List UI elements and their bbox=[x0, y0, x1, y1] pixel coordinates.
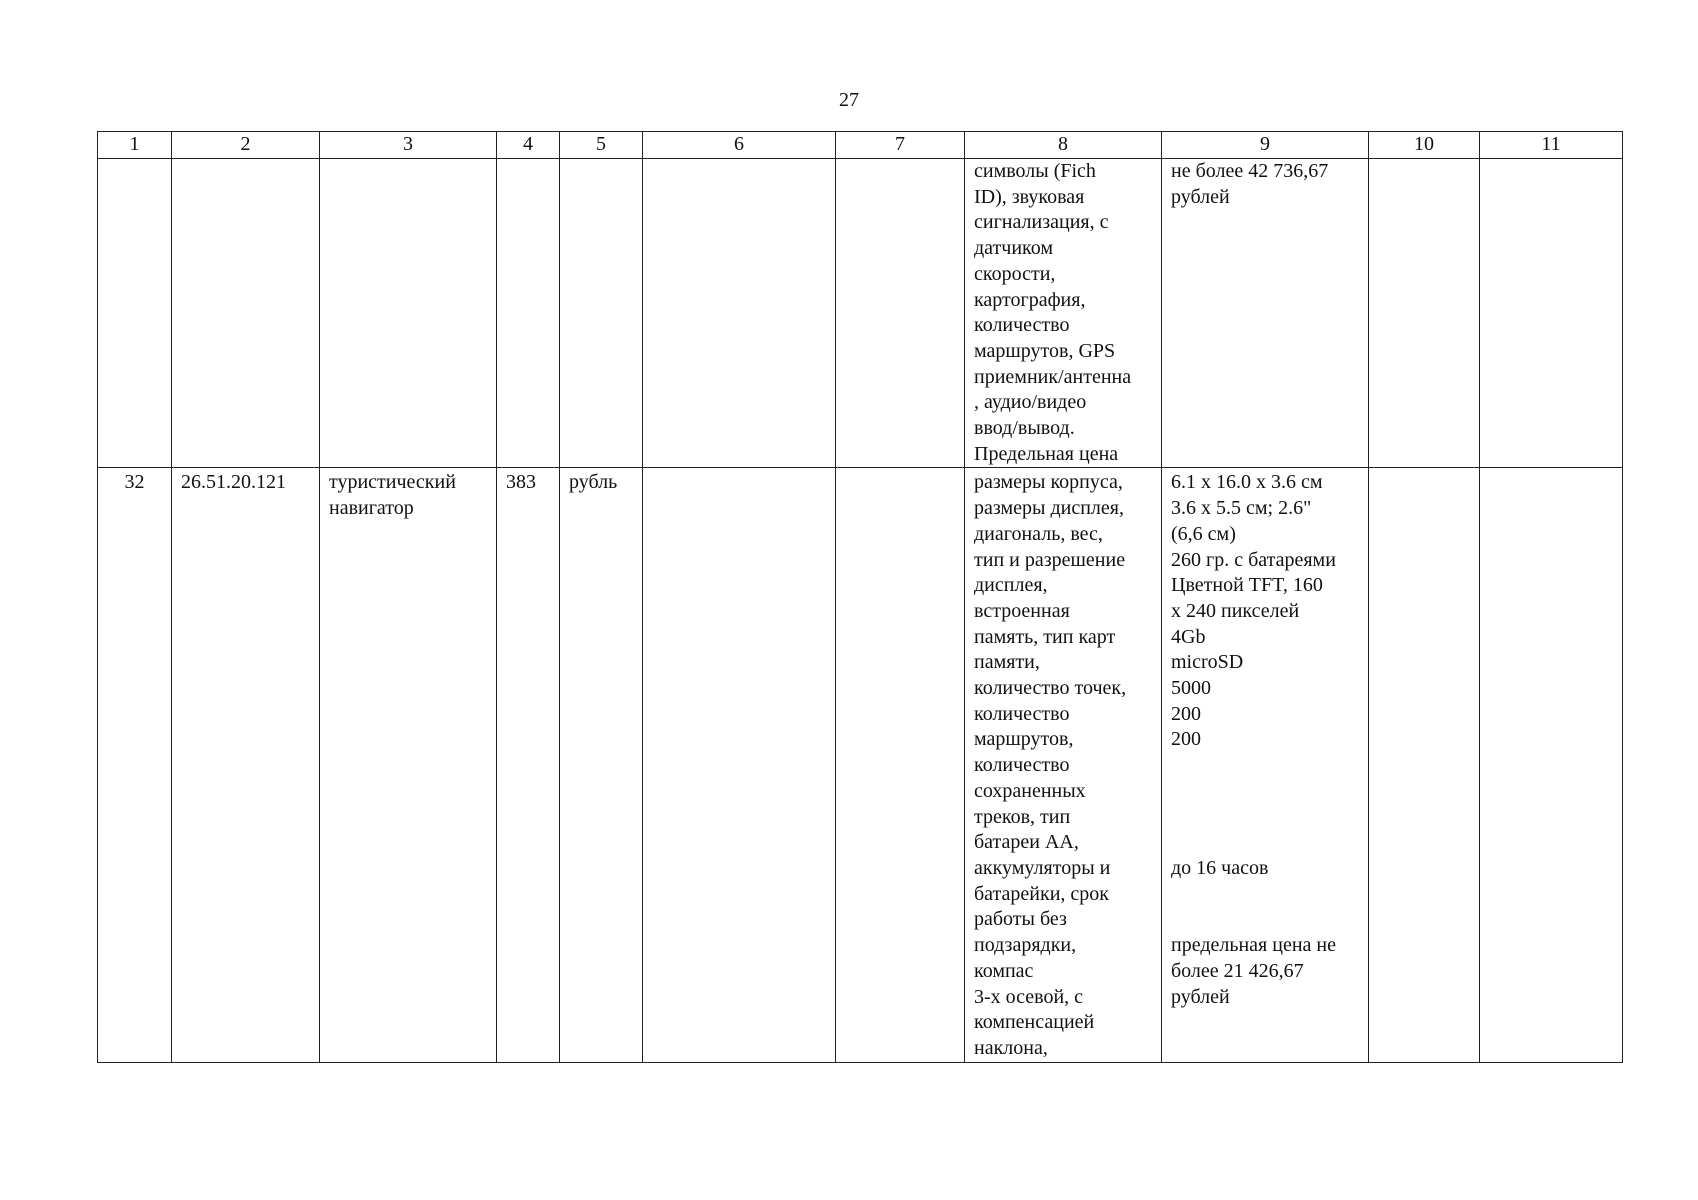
column-header-3: 3 bbox=[320, 132, 497, 159]
cell-unit: рубль bbox=[560, 468, 643, 1062]
cell-col7 bbox=[836, 159, 965, 468]
cell-col6 bbox=[643, 159, 836, 468]
specification-table bbox=[97, 131, 1623, 1063]
cell-code bbox=[172, 159, 320, 468]
cell-number: 32 bbox=[98, 468, 172, 1062]
cell-unit-code bbox=[497, 159, 560, 468]
cell-unit bbox=[560, 159, 643, 468]
column-header-11: 11 bbox=[1480, 132, 1623, 159]
cell-code: 26.51.20.121 bbox=[172, 468, 320, 1062]
header-row bbox=[98, 132, 1623, 159]
cell-number bbox=[98, 159, 172, 468]
cell-col6 bbox=[643, 468, 836, 1062]
column-header-2: 2 bbox=[172, 132, 320, 159]
column-header-5: 5 bbox=[560, 132, 643, 159]
page-number: 27 bbox=[839, 89, 859, 111]
cell-values: не более 42 736,67 рублей bbox=[1162, 159, 1369, 468]
column-header-4: 4 bbox=[497, 132, 560, 159]
cell-col10 bbox=[1369, 468, 1480, 1062]
column-header-1: 1 bbox=[98, 132, 172, 159]
table-row-continuation bbox=[98, 159, 1623, 468]
cell-unit-code: 383 bbox=[497, 468, 560, 1062]
cell-characteristics: размеры корпуса, размеры дисплея, диагональ, вес, тип и разрешение дисплея, встроенная память, тип карт памяти, количество точек, количество маршрутов, количество сохраненных треков, тип батареи АА, аккумуляторы и батарейки, срок работы без подзарядки, компас 3-х осевой, с компенсацией наклона, bbox=[965, 468, 1162, 1062]
cell-col11 bbox=[1480, 468, 1623, 1062]
cell-characteristics: символы (Fich ID), звуковая сигнализация, с датчиком скорости, картография, количество маршрутов, GPS приемник/антенна , аудио/видео ввод/вывод. Предельная цена bbox=[965, 159, 1162, 468]
cell-name bbox=[320, 159, 497, 468]
cell-values: 6.1 x 16.0 x 3.6 см 3.6 x 5.5 см; 2.6" (6,6 см) 260 гр. с батареями Цветной TFT, 160 x 240 пикселей 4Gb microSD 5000 200 200 до 16 часов предельная цена не более 21 426,67 рублей bbox=[1162, 468, 1369, 1062]
cell-col11 bbox=[1480, 159, 1623, 468]
cell-col10 bbox=[1369, 159, 1480, 468]
cell-name: туристический навигатор bbox=[320, 468, 497, 1062]
table-row-32 bbox=[98, 468, 1623, 1062]
column-header-8: 8 bbox=[965, 132, 1162, 159]
cell-col7 bbox=[836, 468, 965, 1062]
column-header-10: 10 bbox=[1369, 132, 1480, 159]
column-header-7: 7 bbox=[836, 132, 965, 159]
column-header-6: 6 bbox=[643, 132, 836, 159]
column-header-9: 9 bbox=[1162, 132, 1369, 159]
